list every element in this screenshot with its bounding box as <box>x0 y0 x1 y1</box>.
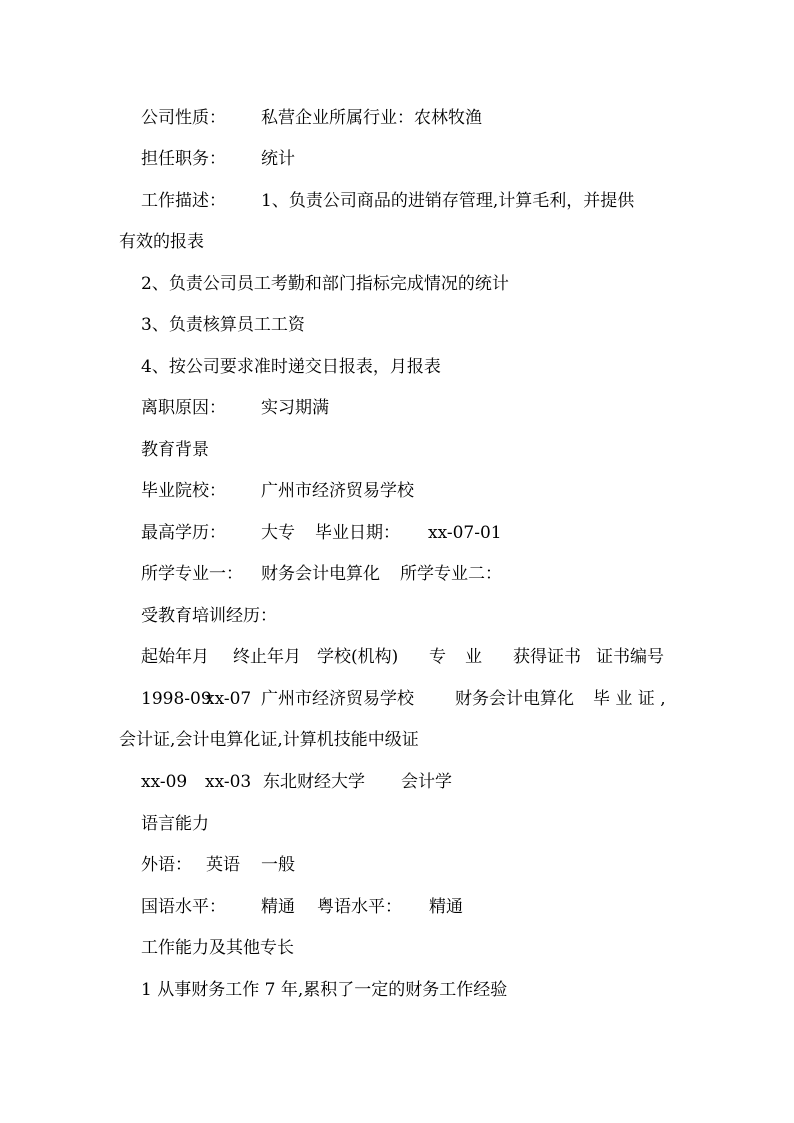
foreign-language-label: 外语： <box>141 855 192 875</box>
col-major-1: 专 <box>429 647 446 667</box>
mandarin-label: 国语水平： <box>141 897 226 917</box>
leave-reason-value: 实习期满 <box>261 398 329 418</box>
row2-school: 东北财经大学 <box>263 772 365 792</box>
job-desc-value: 1、负责公司商品的进销存管理,计算毛利，并提供 <box>261 191 635 211</box>
major-1-value: 财务会计电算化 <box>261 564 380 584</box>
row1-major: 财务会计电算化 <box>455 689 574 709</box>
foreign-language-level: 一般 <box>261 855 295 875</box>
school-label: 毕业院校： <box>141 481 226 501</box>
job-desc-cont-text: 有效的报表 <box>119 232 204 252</box>
skill-1-text: 1 从事财务工作 7 年,累积了一定的财务工作经验 <box>141 980 508 1000</box>
graduation-date-label: 毕业日期： <box>315 523 400 543</box>
duty-4-text: 4、按公司要求准时递交日报表，月报表 <box>141 357 441 377</box>
col-end-date: 终止年月 <box>233 647 301 667</box>
col-certificate-no: 证书编号 <box>596 647 664 667</box>
job-desc-label: 工作描述： <box>141 191 226 211</box>
mandarin-level: 精通 <box>261 897 295 917</box>
skills-heading-text: 工作能力及其他专长 <box>141 938 294 958</box>
position-value: 统计 <box>261 149 295 169</box>
col-start-date: 起始年月 <box>141 647 209 667</box>
duty-3-text: 3、负责核算员工工资 <box>141 315 305 335</box>
row2-end: xx-03 <box>205 772 252 792</box>
language-heading-text: 语言能力 <box>141 814 209 834</box>
cantonese-level: 精通 <box>429 897 463 917</box>
training-heading-text: 受教育培训经历： <box>141 606 277 626</box>
company-type-value: 私营企业所属行业：农林牧渔 <box>261 108 482 128</box>
col-major-2: 业 <box>465 647 482 667</box>
row1-certificate: 毕 业 证 , <box>593 689 666 709</box>
col-certificate: 获得证书 <box>513 647 581 667</box>
row1-school: 广州市经济贸易学校 <box>261 689 414 709</box>
row1-certificates: 会计证,会计电算化证,计算机技能中级证 <box>119 730 419 750</box>
duty-2-text: 2、负责公司员工考勤和部门指标完成情况的统计 <box>141 274 509 294</box>
company-type-label: 公司性质： <box>141 108 226 128</box>
major-2-label: 所学专业二： <box>400 564 502 584</box>
cantonese-label: 粤语水平： <box>317 897 402 917</box>
row2-start: xx-09 <box>141 772 188 792</box>
leave-reason-label: 离职原因： <box>141 398 226 418</box>
school-value: 广州市经济贸易学校 <box>261 481 414 501</box>
education-heading-text: 教育背景 <box>141 440 209 460</box>
col-school: 学校(机构) <box>317 647 399 667</box>
degree-value: 大专 <box>261 523 295 543</box>
graduation-date-value: xx-07-01 <box>428 523 502 543</box>
foreign-language-value: 英语 <box>206 855 240 875</box>
major-1-label: 所学专业一： <box>141 564 243 584</box>
row1-start: 1998-09 <box>141 689 212 709</box>
position-label: 担任职务： <box>141 149 226 169</box>
row1-end: xx-07 <box>205 689 252 709</box>
row2-major: 会计学 <box>401 772 452 792</box>
degree-label: 最高学历： <box>141 523 226 543</box>
